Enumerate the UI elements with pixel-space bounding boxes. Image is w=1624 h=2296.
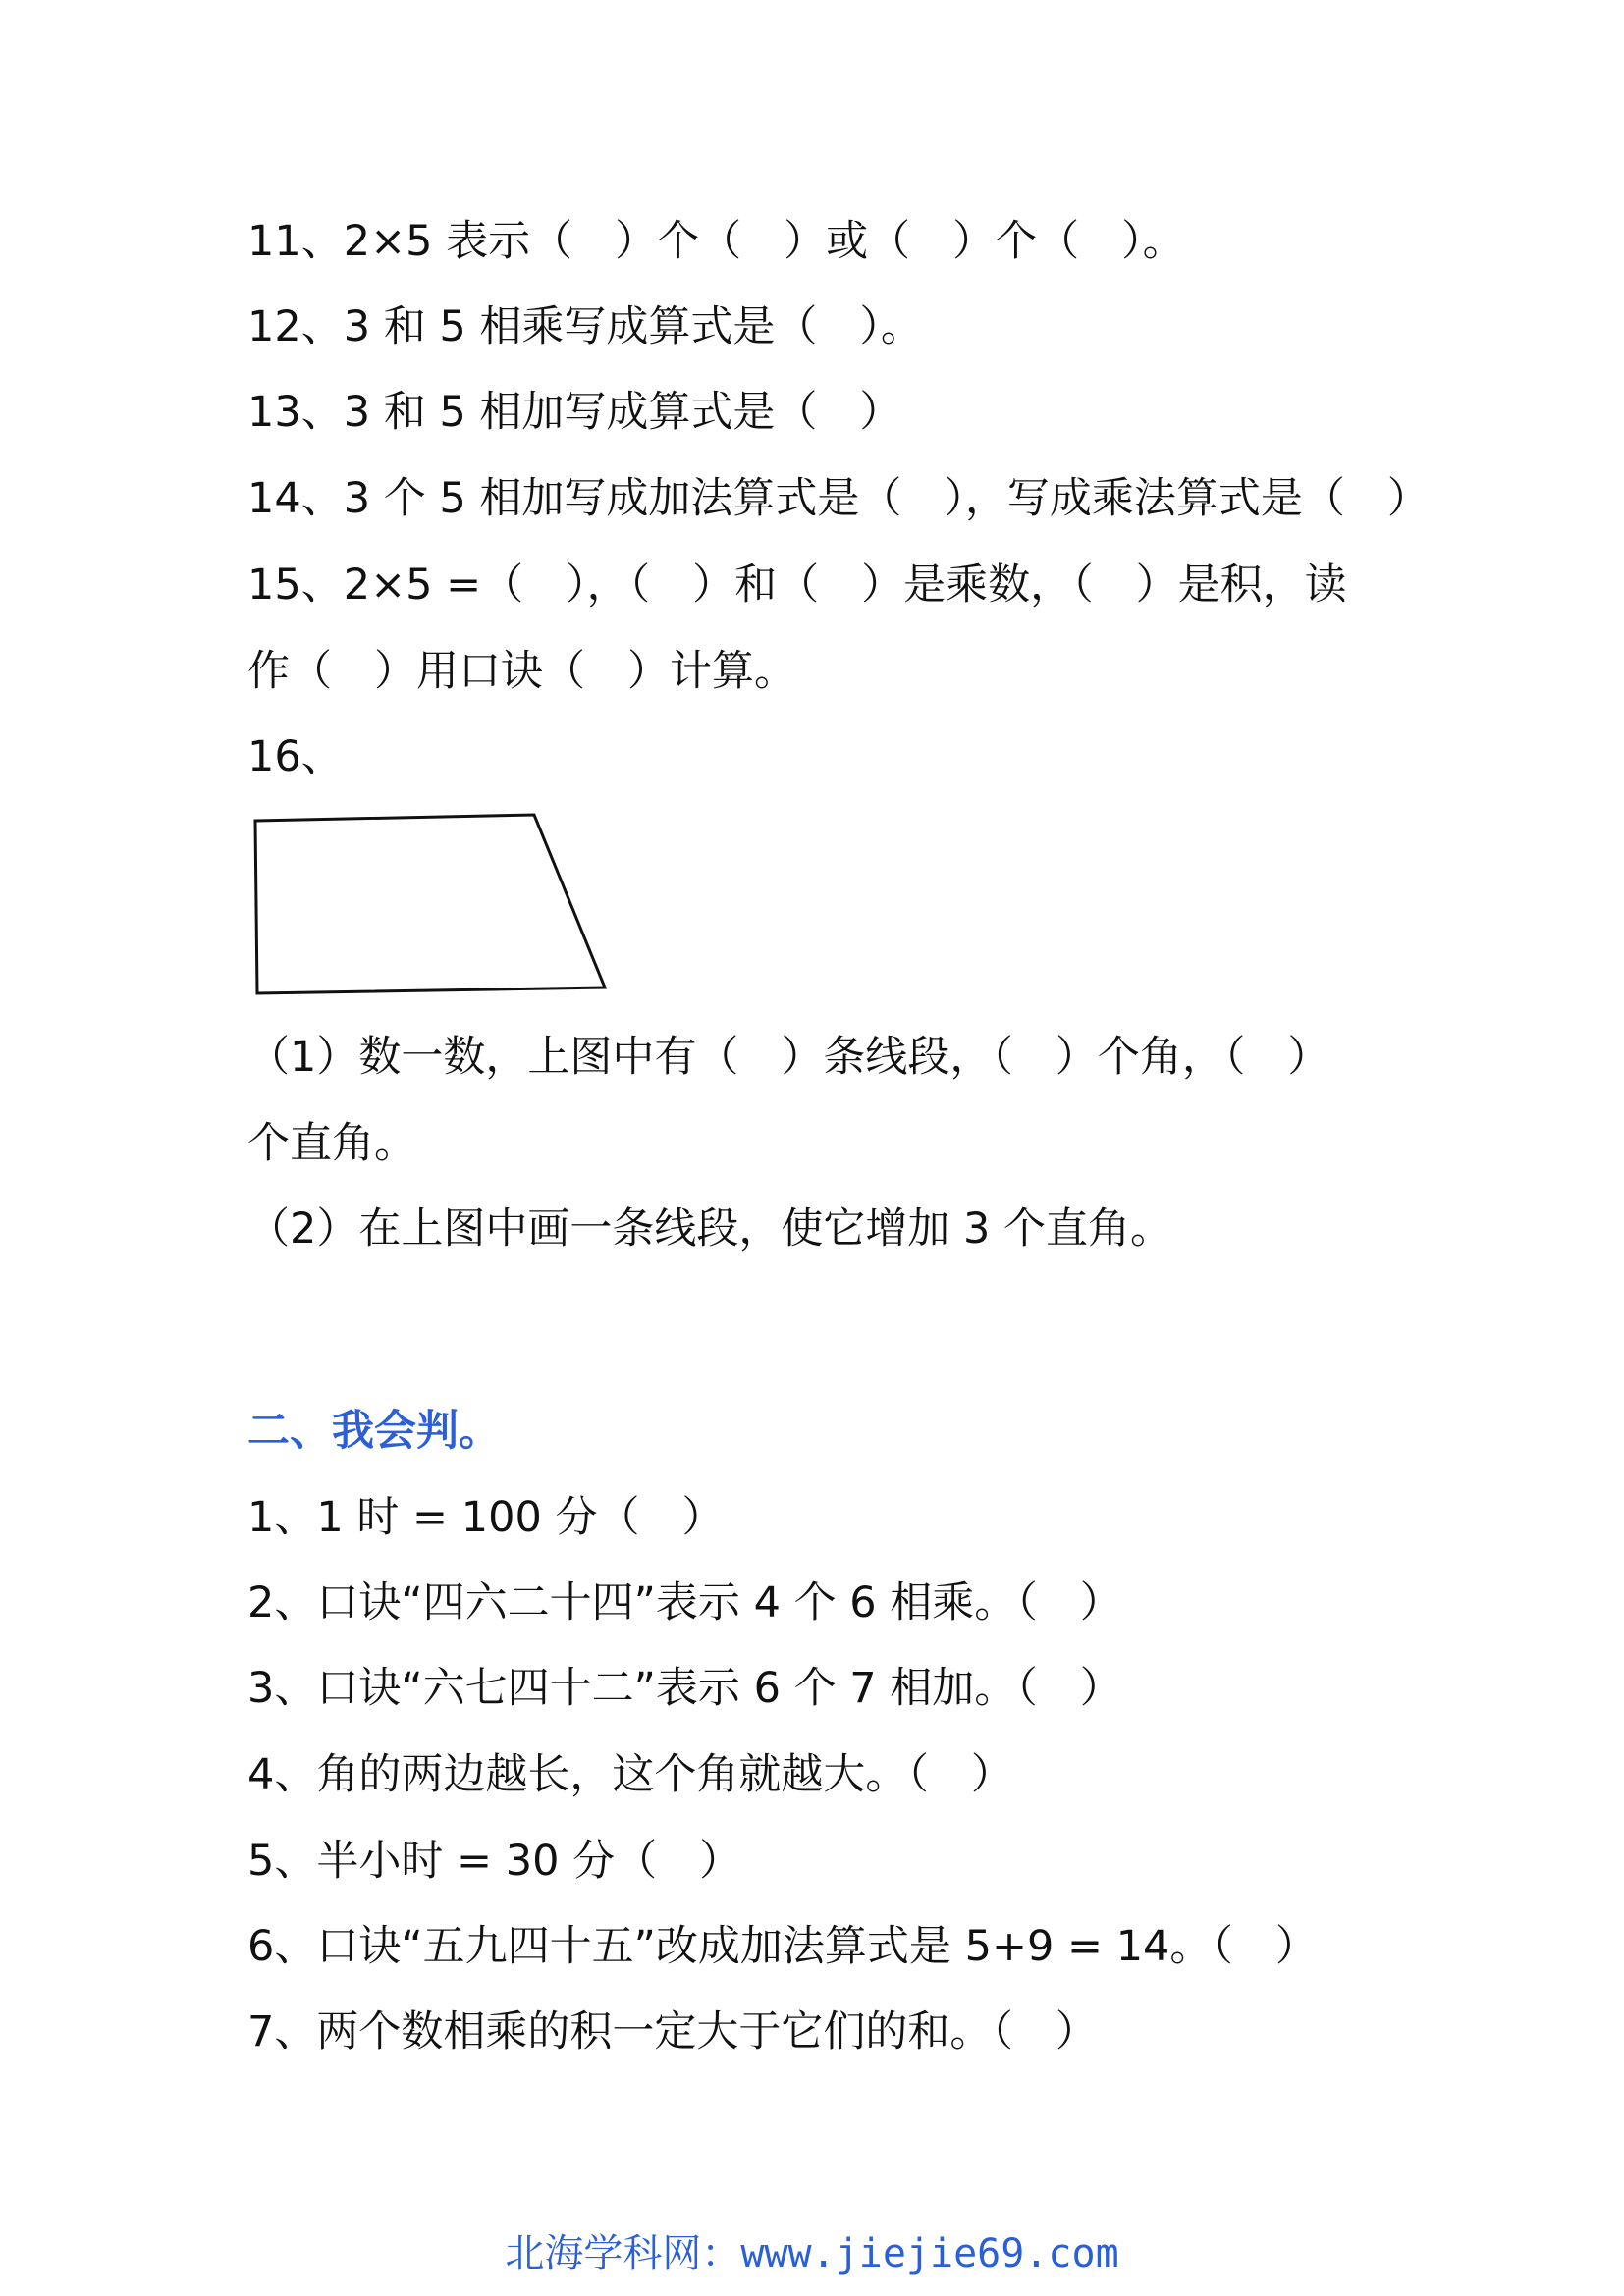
trapezoid-shape — [247, 805, 621, 1001]
question-14: 14、3 个 5 相加写成加法算式是（ ），写成乘法算式是（ ） — [247, 474, 1430, 523]
judge-item-4: 4、角的两边越长，这个角就越大。（ ） — [247, 1750, 1013, 1799]
question-12: 12、3 和 5 相乘写成算式是（ ）。 — [247, 302, 923, 351]
judge-item-5: 5、半小时 = 30 分（ ） — [247, 1837, 742, 1886]
question-16-part-1-line-2: 个直角。 — [247, 1119, 416, 1168]
judge-item-6: 6、口诀“五九四十五”改成加法算式是 5+9 = 14。（ ） — [247, 1922, 1318, 1971]
question-16-part-2: （2）在上图中画一条线段，使它增加 3 个直角。 — [247, 1204, 1173, 1254]
footer-url[interactable]: www.jiejie69.com — [740, 2231, 1119, 2276]
question-15-line-2: 作（ ）用口诀（ ）计算。 — [247, 647, 796, 696]
judge-item-1: 1、1 时 = 100 分（ ） — [247, 1493, 725, 1542]
question-11: 11、2×5 表示（ ）个（ ）或（ ）个（ ）。 — [247, 217, 1185, 266]
judge-item-2: 2、口诀“四六二十四”表示 4 个 6 相乘。（ ） — [247, 1578, 1122, 1628]
section-2-heading: 二、我会判。 — [247, 1407, 501, 1456]
question-16-part-1-line-1: （1）数一数，上图中有（ ）条线段，（ ）个角，（ ） — [247, 1033, 1330, 1082]
question-13: 13、3 和 5 相加写成算式是（ ） — [247, 388, 902, 437]
question-16: 16、 — [247, 732, 344, 781]
judge-item-7: 7、两个数相乘的积一定大于它们的和。（ ） — [247, 2007, 1098, 2056]
footer-watermark — [0, 2226, 1624, 2281]
quadrilateral-figure — [247, 805, 621, 1005]
footer-site-name: 北海学科网： — [505, 2231, 741, 2276]
judge-item-3: 3、口诀“六七四十二”表示 6 个 7 相加。（ ） — [247, 1664, 1122, 1713]
question-15-line-1: 15、2×5 =（ ），（ ）和（ ）是乘数，（ ）是积，读 — [247, 561, 1347, 610]
